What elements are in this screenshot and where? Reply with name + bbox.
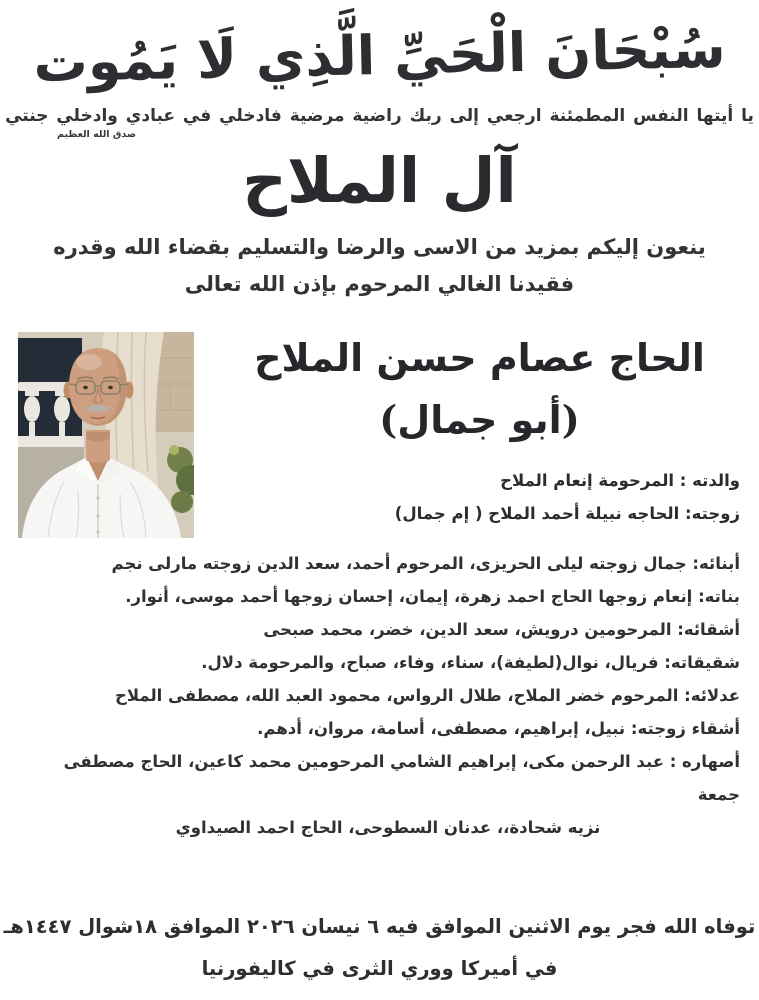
announcement-line-2: فقيدنا الغالي المرحوم بإذن الله تعالى [184,271,575,296]
relatives-wife-line: زوجته: الحاجه نبيلة أحمد الملاح ( إم جمال) [394,503,740,523]
relatives-in-laws-line: أصهاره : عبد الرحمن مكى، إبراهيم الشامي المرحومين محمد كاعين، الحاج مصطفى جمعة [63,752,740,805]
relatives-co-brothers-in-law-line: عدلائه: المرحوم خضر الملاح، طلال الرواس، محمود العبد الله، مصطفى الملاح [114,686,740,706]
relatives-brothers-line: أشقائه: المرحومين درويش، سعد الدين، خضر، محمد صبحى [263,620,740,640]
relatives-wife-brothers-line: أشقاء زوجته: نبيل، إبراهيم، مصطفى، أسامة، مروان، أدهم. [257,719,740,739]
deceased-kunya: (أبو جمال) [379,396,580,442]
quran-verse: يا أيتها النفس المطمئنة ارجعي إلى ربك راضية مرضية فادخلي في عبادي وادخلي جنتي [5,105,754,126]
family-name-title: آل الملاح [242,143,517,217]
relatives-in-laws-continuation-line: نزيه شحادة،، عدنان السطوحى، الحاج احمد الصيداوي [175,818,601,838]
death-date-line: توفاه الله فجر يوم الاثنين الموافق فيه ٦ نيسان ٢٠٢٦ الموافق ١٨شوال ١٤٤٧هـ [3,915,756,939]
announcement-line-1: ينعون إليكم بمزيد من الاسى والرضا والتسليم بقضاء الله وقدره [53,235,706,260]
relatives-sons-line: أبنائه: جمال زوجته ليلى الحريزى، المرحوم أحمد، سعد الدين زوجته مارلى نجم [111,554,740,574]
burial-place-line: في أميركا ووري الثرى في كاليفورنيا [201,957,558,981]
relatives-daughters-line: بناته: إنعام زوجها الحاج احمد زهرة، إيمان، إحسان زوجها أحمد موسى، أنوار. [125,587,740,607]
deceased-name-block [200,332,759,524]
relatives-mother-line: والدته : المرحومة إنعام الملاح [500,471,740,491]
relatives-list [0,547,759,844]
relatives-sisters-line: شقيقاته: فريال، نوال(لطيفة)، سناء، وفاء، صباح، والمرحومة دلال. [201,653,740,673]
main-section [0,332,759,538]
bismillah-calligraphy: سُبْحَانَ الْحَيِّ الَّذِي لَا يَمُوت [32,15,727,95]
footer [0,906,759,990]
verse-attribution: صدق الله العظيم [57,128,137,140]
deceased-portrait-photo [18,332,194,538]
deceased-name: الحاج عصام حسن الملاح [254,335,705,381]
